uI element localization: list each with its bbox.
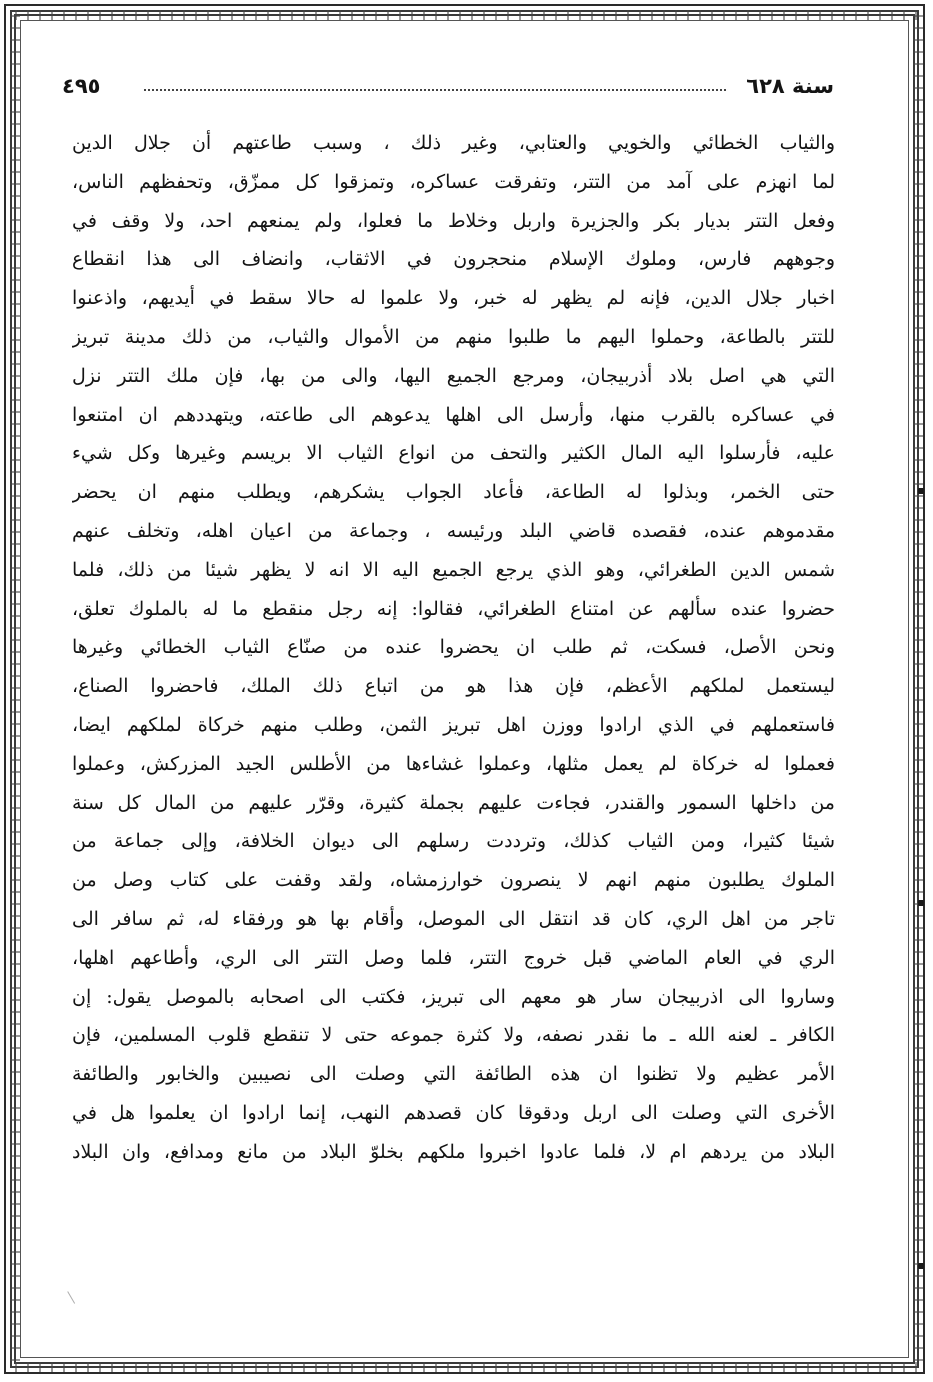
text-line: الأخرى التي وصلت الى اربل ودقوقا كان قصدهم النهب، إنما ارادوا ان يعلموا هل في xyxy=(72,1101,835,1124)
text-line: تاجر من اهل الري، كان قد انتقل الى الموصل، وأقام بها هو ورفقاء له، ثم سافر الى xyxy=(72,907,835,930)
ornament-chain-right xyxy=(913,12,923,1368)
text-line: وساروا الى اذربيجان سار هو معهم الى تبريز، فكتب الى اصحابه بالموصل يقول: إن xyxy=(72,985,835,1008)
text-line: فعملوا له خركاة لم يعمل مثلها، وعملوا غشاءها من الأطلس الجيد المزركش، وعملوا xyxy=(72,752,835,775)
text-line: التي هي اصل بلاد أذربيجان، ومرجع الجميع اليها، والى من بها، فإن ملك التتر نزل xyxy=(72,364,835,387)
text-line: الأمر عظيم ولا تظنوا ان هذه الطائفة التي وصلت الى نصيبين والخابور والطائفة xyxy=(72,1063,835,1086)
margin-mark xyxy=(918,488,924,494)
text-line: للتتر بالطاعة، وحملوا اليهم ما طلبوا منهم من الأموال والثياب، من ذلك مدينة تبريز xyxy=(72,325,835,348)
text-line: الملوك يطلبون منهم انهم لا ينصرون خوارزمشاه، ولقد وقفت على كتاب وصل من xyxy=(72,869,835,892)
text-line: ليستعمل لملكهم الأعظم، فإن هذا هو من اتباع ذلك الملك، فاحضروا الصناع، xyxy=(72,675,835,698)
header-dotted-leader xyxy=(144,89,726,91)
text-line: وجوههم فارس، وملوك الإسلام منحجرون في الاثقاب، وانضاف الى هذا انقطاع xyxy=(72,248,835,271)
page-number: ٤٩٥ xyxy=(62,74,101,98)
text-line: الكافر ـ لعنه الله ـ ما نقدر نصفه، ولا كثرة جموعه حتى لا تنقطع قلوب المسلمين، فإن xyxy=(72,1024,835,1047)
text-line: حتى الخمر، وبذلوا له الطاعة، فأعاد الجواب يشكرهم، ويطلب منهم ان يحضر xyxy=(72,481,835,504)
ornament-chain-left xyxy=(10,12,20,1368)
text-line: من داخلها السمور والقندر، فجاءت عليهم بجملة كثيرة، وقرّر عليهم من المال كل سنة xyxy=(72,791,835,814)
margin-mark xyxy=(918,900,924,906)
text-line: لما انهزم على آمد من التتر، وتفرقت عساكره، وتمزقوا كل ممزّق، وتحفظهم الناس، xyxy=(72,170,835,193)
text-line: مقدموهم عنده، فقصده قاضي البلد ورئيسه ، وجماعة من اعيان اهله، وتخلف عنهم xyxy=(72,519,835,542)
page-header xyxy=(62,72,834,106)
body-text xyxy=(72,124,835,1172)
running-head-year: سنة ٦٢٨ xyxy=(746,74,834,98)
text-line: الري في العام الماضي قبل خروج التتر، فلما وصل التتر الى الري، وأطاعهم اهلها، xyxy=(72,946,835,969)
text-line: حضروا عنده سألهم عن امتناع الطغرائي، فقالوا: إنه رجل منقطع ما له بالملوك تعلق، xyxy=(72,597,835,620)
margin-mark xyxy=(918,1263,924,1269)
text-line: في عساكره بالقرب منها، وأرسل الى اهلها يدعوهم الى طاعته، ويتهددهم ان امتنعوا xyxy=(72,403,835,426)
text-line: شمس الدين الطغرائي، وهو الذي يرجع الجميع اليه الا انه لا يظهر شيئا من ذلك، فلما xyxy=(72,558,835,581)
text-line: اخبار جلال الدين، فإنه لم يظهر له خبر، ولا علموا له حالا سقط في أيديهم، واذعنوا xyxy=(72,287,835,310)
text-line: وفعل التتر بديار بكر والجزيرة واربل وخلاط ما فعلوا، ولم يمنعهم احد، ولا وقف في xyxy=(72,209,835,232)
text-line: شيئا كثيرا، ومن الثياب كذلك، وترددت رسلهم الى ديوان الخلافة، وإلى جماعة من xyxy=(72,830,835,853)
text-line: فاستعملهم في الذي ارادوا ووزن اهل تبريز الثمن، وطلب منهم خركاة لملكهم ايضا، xyxy=(72,713,835,736)
text-line: ونحن الأصل، فسكت، ثم طلب ان يحضروا عنده من صنّاع الثياب الخطائي وغيرها xyxy=(72,636,835,659)
ornament-chain-top xyxy=(12,10,919,20)
text-line: والثياب الخطائي والخويي والعتابي، وغير ذلك ، وسبب طاعتهم أن جلال الدين xyxy=(72,132,835,154)
text-line: البلاد من يردهم ام لا، فلما عادوا اخبروا ملكهم بخلوّ البلاد من مانع ومدافع، وان البلاد xyxy=(72,1140,835,1163)
ornament-chain-bottom xyxy=(12,1362,919,1372)
text-line: عليه، فأرسلوا اليه المال الكثير والتحف من انواع الثياب الا بريسم وغيرها وكل شيء xyxy=(72,442,835,465)
